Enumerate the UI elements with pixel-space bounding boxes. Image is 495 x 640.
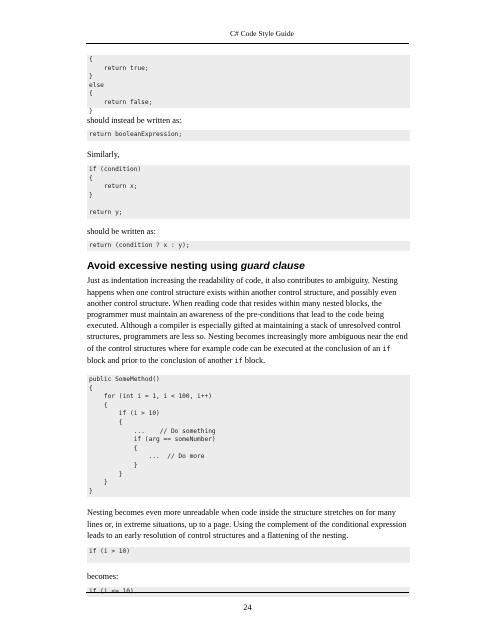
- page-content: [87, 55, 410, 597]
- document-title: C# Code Style Guide: [230, 29, 294, 38]
- heading-emphasis: guard clause: [240, 261, 305, 273]
- header-rule: [86, 43, 409, 44]
- code-block: public SomeMethod() { for (int i = 1, i < 100, i++) { if (i > 10) { ... // Do something if (arg == someNumber) { ... // Do more } } } }: [87, 375, 410, 497]
- paragraph: [87, 275, 410, 367]
- code-block: { return true; } else { return false; }: [87, 55, 410, 108]
- code-block: if (i <= 10): [87, 587, 410, 598]
- paragraph-text: block.: [242, 355, 266, 365]
- paragraph: becomes:: [87, 571, 119, 581]
- code-block: if (i > 10): [87, 547, 410, 563]
- paragraph-text: block and prior to the conclusion of another: [87, 355, 235, 365]
- page-number: 24: [243, 602, 252, 612]
- footer-rule: [86, 592, 409, 593]
- paragraph: Similarly,: [87, 149, 120, 159]
- paragraph: should instead be written as:: [87, 116, 182, 125]
- paragraph: should be written as:: [87, 226, 156, 236]
- heading-text: Avoid excessive nesting using: [87, 261, 241, 273]
- inline-code: if: [234, 356, 243, 365]
- inline-code: if: [382, 344, 391, 353]
- code-block: if (condition) { return x; } return y;: [87, 165, 410, 219]
- paragraph: Nesting becomes even more unreadable when code inside the structure stretches on for many lines or, in extreme situations, up to a page. Using the complement of the conditional expression leads to an early resolution of control structures and a flattening of the nesting.: [87, 508, 407, 540]
- paragraph-text: Just as indentation increasing the readability of code, it also contributes to ambiguity. Nesting happens when one control structure exists within another control structure, and possibly even another control structure. When reading code that resides within many nested blocks, the programmer must maintain an awareness of the pre-conditions that lead to the code being executed. Although a compiler is especially gifted at maintaining a stack of unresolved control structures, programmers are less so. Nesting becomes increasingly more ambiguous near the end of the control structures where for example code can be executed at the conclusion of an: [87, 276, 408, 353]
- code-block: return (condition ? x : y);: [87, 241, 410, 252]
- section-heading: [87, 261, 410, 272]
- code-block: return booleanExpression;: [87, 130, 410, 141]
